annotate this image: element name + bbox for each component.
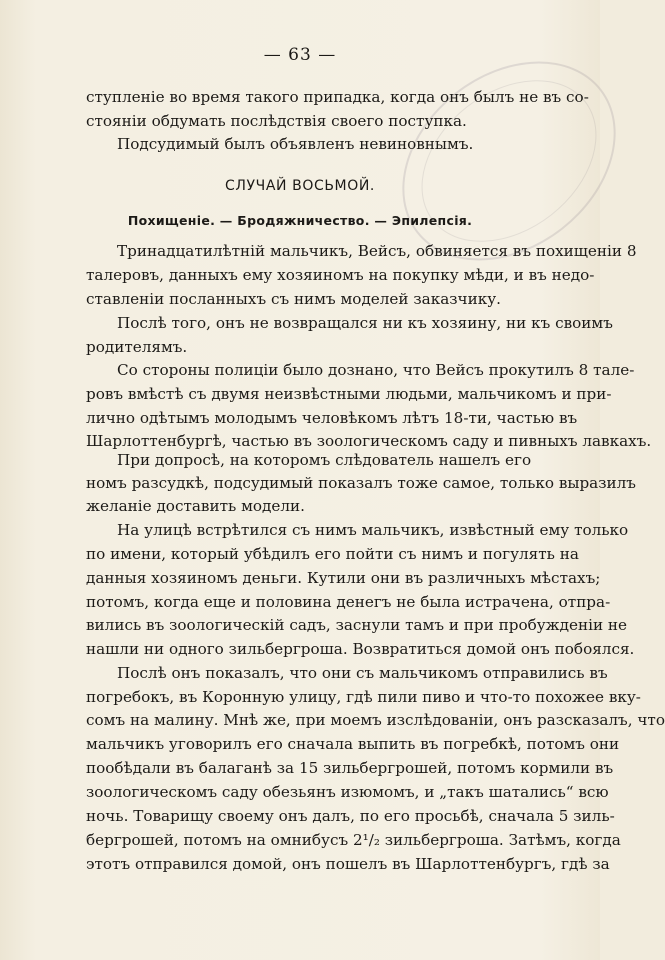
text-line: зоологическомъ саду обезьянъ изюмомъ, и „такъ шатались“ всю xyxy=(86,783,609,801)
text-line: лично одѣтымъ молодымъ человѣкомъ лѣтъ 18-ти, частью въ xyxy=(86,409,578,427)
text-line: вились въ зоологическій садъ, заснули тамъ и при пробужденіи не xyxy=(86,616,628,634)
text-line: по имени, который убѣдилъ его пойти съ нимъ и погулять на xyxy=(86,545,579,563)
text-line: ночь. Товарищу своему онъ далъ, по его просьбѣ, сначала 5 зиль- xyxy=(86,807,615,825)
text-line: ставленіи посланныхъ съ нимъ моделей заказчику. xyxy=(86,290,501,308)
text-line: потомъ, когда еще и половина денегъ не была истрачена, отпра- xyxy=(86,593,611,611)
text-line: погребокъ, въ Коронную улицу, гдѣ пили пиво и что-то похожее вку- xyxy=(86,688,641,706)
text-line: родителямъ. xyxy=(86,338,188,356)
text-line: мальчикъ уговорилъ его сначала выпить въ погребкѣ, потомъ они xyxy=(86,735,620,753)
text-line: При допросѣ, на которомъ слѣдователь нашелъ его xyxy=(117,451,532,469)
text-line: На улицѣ встрѣтился съ нимъ мальчикъ, извѣстный ему только xyxy=(117,521,629,539)
text-line: Со стороны полиціи было дознано, что Вейсъ прокутилъ 8 тале- xyxy=(117,361,635,379)
text-line: Тринадцатилѣтній мальчикъ, Вейсъ, обвиняется въ похищеніи 8 xyxy=(117,242,637,260)
text-line: нашли ни одного зильбергроша. Возвратиться домой онъ побоялся. xyxy=(86,640,635,658)
text-line: стояніи обдумать послѣдствія своего поступка. xyxy=(86,112,467,130)
text-line: этотъ отправился домой, онъ пошелъ въ Шарлоттенбургъ, гдѣ за xyxy=(86,855,610,873)
section-subtitle: Похищеніе. — Бродяжничество. — Эпилепсія. xyxy=(127,213,473,228)
text-line: данныя хозяиномъ деньги. Кутили они въ различныхъ мѣстахъ; xyxy=(86,569,601,587)
text-line: Шарлоттенбургѣ, частью въ зоологическомъ саду и пивныхъ лавкахъ. xyxy=(86,432,652,450)
section-title: СЛУЧАЙ ВОСЬМОЙ. xyxy=(225,178,375,194)
page-number: — 63 — xyxy=(263,45,337,65)
text-line: бергрошей, потомъ на омнибусъ 2¹/₂ зильбергроша. Затѣмъ, когда xyxy=(86,831,621,849)
text-line: Подсудимый былъ объявленъ невиновнымъ. xyxy=(117,135,474,153)
text-line: желаніе доставить модели. xyxy=(86,497,305,515)
text-line: Послѣ онъ показалъ, что они съ мальчикомъ отправились въ xyxy=(117,664,608,682)
text-line: пообѣдали въ балаганѣ за 15 зильбергрошей, потомъ кормили въ xyxy=(86,759,614,777)
text-line: номъ разсудкѣ, подсудимый показалъ тоже самое, только выразилъ xyxy=(86,474,636,492)
text-line: ступленіе во время такого припадка, когда онъ былъ не въ со- xyxy=(86,88,589,106)
text-line: талеровъ, данныхъ ему хозяиномъ на покупку мѣди, и въ недо- xyxy=(86,266,595,284)
text-line: сомъ на малину. Мнѣ же, при моемъ изслѣдованіи, онъ разсказалъ, что xyxy=(86,711,665,729)
text-line: Послѣ того, онъ не возвращался ни къ хозяину, ни къ своимъ xyxy=(117,314,613,332)
text-line: ровъ вмѣстѣ съ двумя неизвѣстными людьми, мальчикомъ и при- xyxy=(86,385,612,403)
